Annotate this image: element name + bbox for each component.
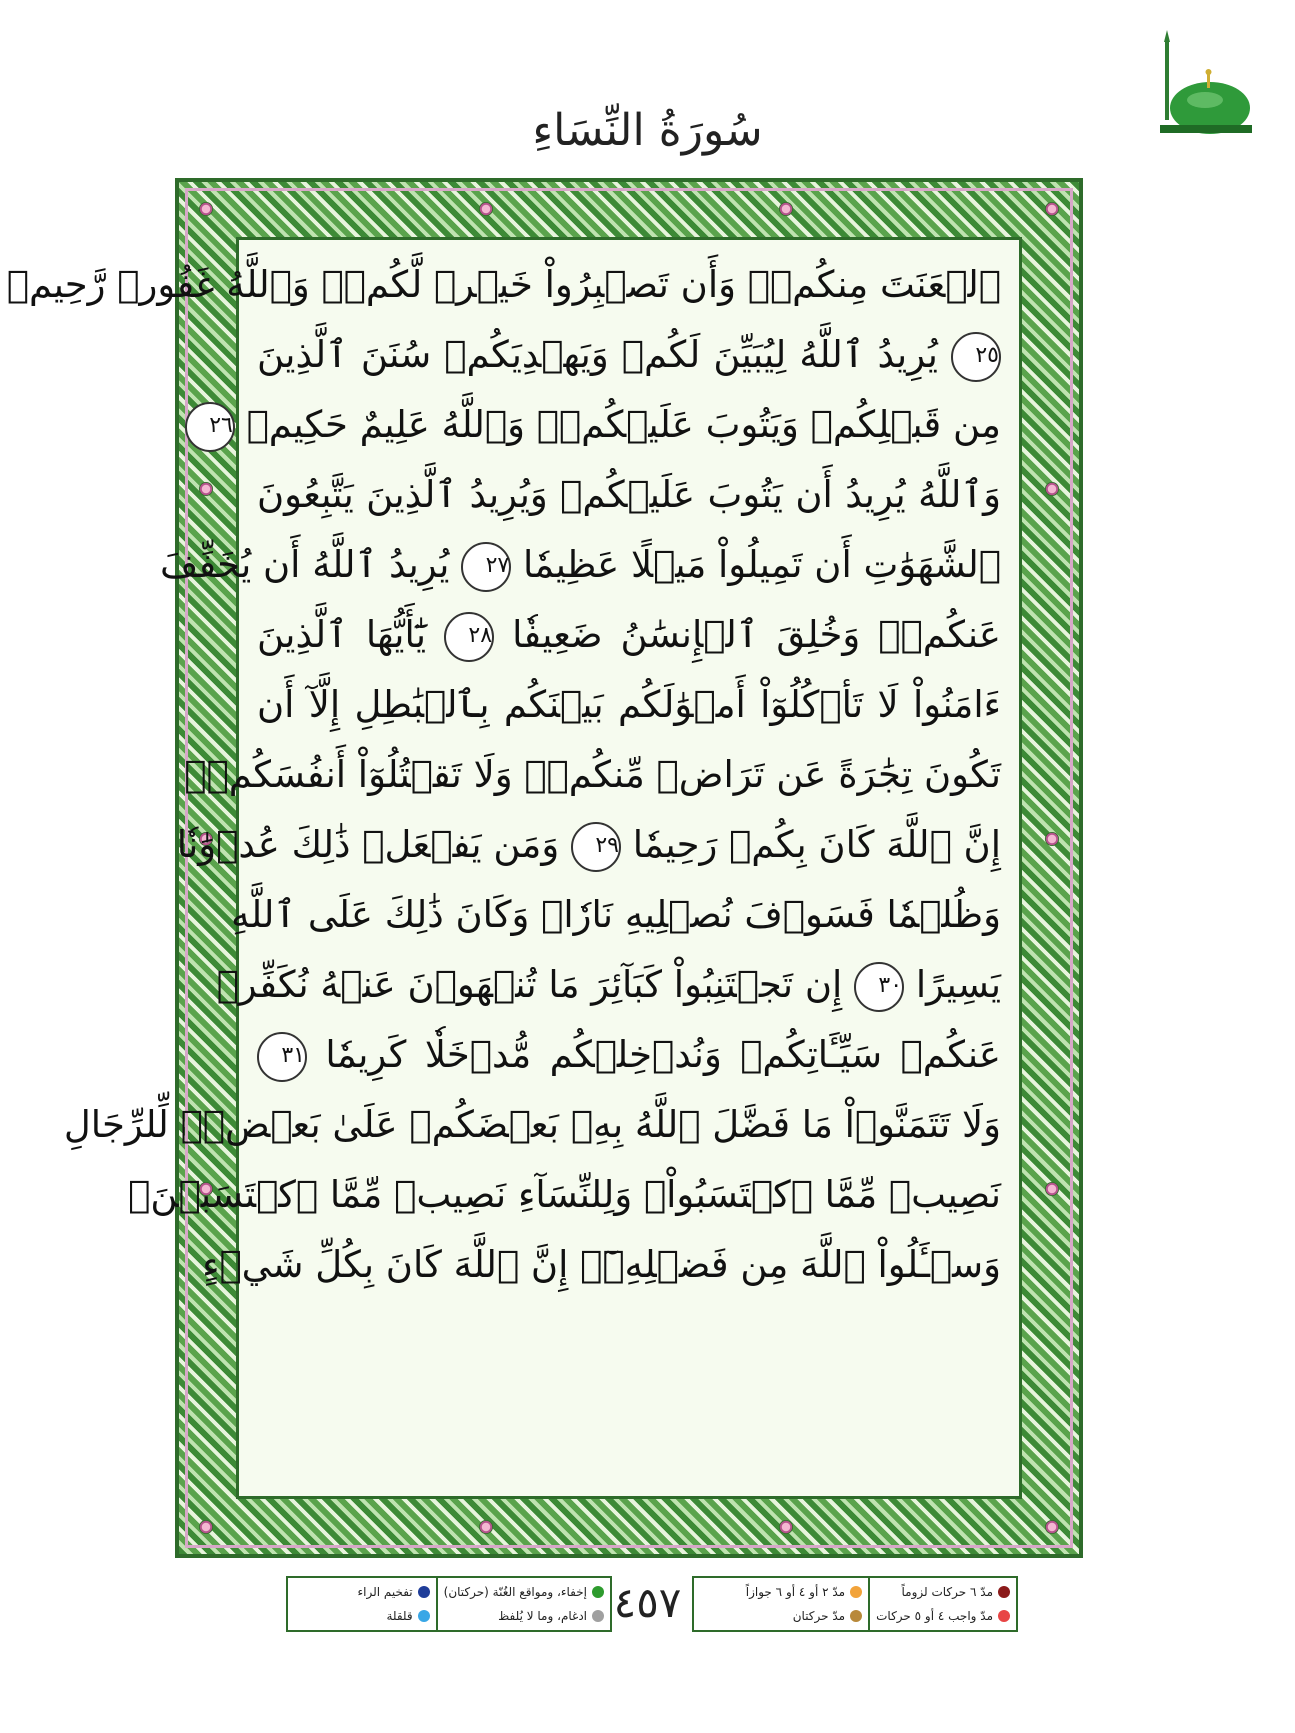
text-line: وَظُلۡمٗا فَسَوۡفَ نُصۡلِيهِ نَارٗاۚ وَكَانَ ذَٰلِكَ عَلَى ٱللَّهِ: [231, 893, 1001, 936]
text-line: وَسۡـَٔلُواْ ٱللَّهَ مِن فَضۡلِهِۦٓۚ إِنَّ ٱللَّهَ كَانَ بِكُلِّ شَيۡءٍ: [202, 1243, 1001, 1286]
ayah-marker: ٢٥: [951, 332, 1001, 382]
idgham-dot-icon: [592, 1610, 604, 1622]
legend-item: مدّ حركتان: [746, 1609, 862, 1623]
text-panel: [6, 237, 1022, 1499]
flower-icon: [199, 482, 213, 496]
page-number: ٤٥٧: [613, 1578, 682, 1627]
ayah-marker: ٣٠: [854, 962, 904, 1012]
tafkheem-dot-icon: [418, 1586, 430, 1598]
ayah-marker: ٢٩: [571, 822, 621, 872]
flower-icon: [1045, 1520, 1059, 1534]
legend-item: تفخيم الراء: [357, 1585, 429, 1599]
text-line: عَنكُمۡ سَيِّـَٔاتِكُمۡ وَنُدۡخِلۡكُم مُّدۡخَلٗا كَرِيمٗا ٣١: [257, 1020, 1001, 1090]
flower-icon: [479, 202, 493, 216]
text-line: تَكُونَ تِجَٰرَةً عَن تَرَاضٖ مِّنكُمۡۚ وَلَا تَقۡتُلُوٓاْ أَنفُسَكُمۡۚ: [184, 753, 1001, 796]
flower-icon: [1045, 482, 1059, 496]
text-line: وَٱللَّهُ يُرِيدُ أَن يَتُوبَ عَلَيۡكُمۡ وَيُرِيدُ ٱلَّذِينَ يَتَّبِعُونَ: [257, 473, 1001, 516]
ayah-marker: ٢٧: [461, 542, 511, 592]
flower-icon: [199, 1520, 213, 1534]
legend-column: [740, 1578, 870, 1630]
flower-icon: [479, 1520, 493, 1534]
tajweed-legend-right: [692, 1576, 1018, 1632]
madd-wajib-dot-icon: [998, 1610, 1010, 1622]
legend-column: [870, 1578, 1016, 1630]
legend-item: مدّ ٢ أو ٤ أو ٦ جوازاً: [746, 1585, 862, 1599]
flower-icon: [1045, 832, 1059, 846]
tajweed-legend-left: [286, 1576, 612, 1632]
legend-item: إخفاء، ومواقع الغُنّة (حركتان): [444, 1585, 604, 1599]
text-line: عَنكُمۡۚ وَخُلِقَ ٱلۡإِنسَٰنُ ضَعِيفٗا ٢٨ يَٰٓأَيُّهَا ٱلَّذِينَ: [257, 600, 1001, 670]
quran-text: [6, 250, 1001, 1486]
flower-icon: [1045, 202, 1059, 216]
text-line: إِنَّ ٱللَّهَ كَانَ بِكُمۡ رَحِيمٗا ٢٩ وَمَن يَفۡعَلۡ ذَٰلِكَ عُدۡوَٰنٗا: [257, 810, 1001, 880]
text-line: يَسِيرًا ٣٠ إِن تَجۡتَنِبُواْ كَبَآئِرَ مَا تُنۡهَوۡنَ عَنۡهُ نُكَفِّرۡ: [257, 950, 1001, 1020]
text-line: ءَامَنُواْ لَا تَأۡكُلُوٓاْ أَمۡوَٰلَكُم بَيۡنَكُم بِٱلۡبَٰطِلِ إِلَّآ أَن: [257, 683, 1001, 726]
ikhfa-dot-icon: [592, 1586, 604, 1598]
text-line: ٱلشَّهَوَٰتِ أَن تَمِيلُواْ مَيۡلًا عَظِيمٗا ٢٧ يُرِيدُ ٱللَّهُ أَن يُخَفِّفَ: [257, 530, 1001, 600]
ayah-marker: ٢٦: [185, 402, 235, 452]
text-line: ٢٥ يُرِيدُ ٱللَّهُ لِيُبَيِّنَ لَكُمۡ وَيَهۡدِيَكُمۡ سُنَنَ ٱلَّذِينَ: [257, 320, 1001, 390]
text-line: مِن قَبۡلِكُمۡ وَيَتُوبَ عَلَيۡكُمۡۗ وَٱللَّهُ عَلِيمٌ حَكِيمٞ ٢٦: [257, 390, 1001, 460]
legend-column: [351, 1578, 437, 1630]
ayah-marker: ٣١: [257, 1032, 307, 1082]
madd-2-dot-icon: [850, 1610, 862, 1622]
madd-jawaz-dot-icon: [850, 1586, 862, 1598]
text-line: وَلَا تَتَمَنَّوۡاْ مَا فَضَّلَ ٱللَّهُ بِهِۦ بَعۡضَكُمۡ عَلَىٰ بَعۡضٖۚ لِّلرِّجَالِ: [63, 1103, 1001, 1146]
text-line: نَصِيبٞ مِّمَّا ٱكۡتَسَبُواْۖ وَلِلنِّسَآءِ نَصِيبٞ مِّمَّا ٱكۡتَسَبۡنَۚ: [128, 1173, 1001, 1216]
flower-icon: [199, 202, 213, 216]
flower-icon: [1045, 1182, 1059, 1196]
legend-item: مدّ ٦ حركات لزوماً: [876, 1585, 1010, 1599]
legend-column: [438, 1578, 610, 1630]
flower-icon: [779, 202, 793, 216]
surah-title: سُورَةُ النِّسَاءِ: [532, 105, 763, 156]
qalqala-dot-icon: [418, 1610, 430, 1622]
legend-item: مدّ واجب ٤ أو ٥ حركات: [876, 1609, 1010, 1623]
text-line: ٱلۡعَنَتَ مِنكُمۡۚ وَأَن تَصۡبِرُواْ خَيۡرٞ لَّكُمۡۗ وَٱللَّهُ غَفُورٞ رَّحِيمٞ: [6, 263, 1001, 306]
ayah-marker: ٢٨: [444, 612, 494, 662]
flower-icon: [779, 1520, 793, 1534]
legend-item: ادغام، وما لا يُلفظ: [444, 1609, 604, 1623]
legend-item: قلقلة: [357, 1609, 429, 1623]
madd-6-dot-icon: [998, 1586, 1010, 1598]
ornamental-border: [6, 178, 1083, 1558]
